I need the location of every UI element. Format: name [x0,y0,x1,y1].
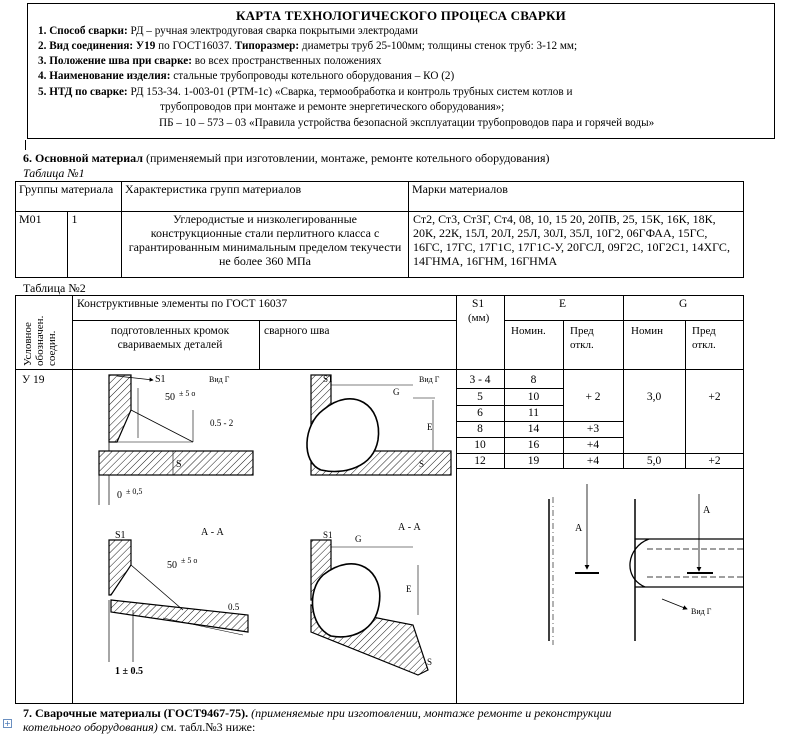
e-nom-value: 16 [527,439,540,451]
label-s1-d: S1 [323,530,333,540]
header-line-2: 2. Вид соединения: У19 по ГОСТ16037. Типоразмер: диаметры труб 25-100мм; толщины стенок труб: 3-12 мм; [38,40,578,52]
label-angle: 50 [165,392,175,403]
header-line-5: 5. НТД по сварке: РД 153-34. 1-003-01 (РТМ-1с) «Сварка, термообработка и контроль трубных систем котлов и [38,86,573,98]
label-s-c: S [419,459,425,469]
e-dev-value: +4 [586,439,600,451]
label-angle-tol: ± 5 о [179,389,196,398]
label-s1-b: S1 [115,530,126,541]
label-s-d: S [427,657,433,667]
s1-value: 10 [474,439,486,451]
header-line-3: 3. Положение шва при сварке: во всех пространственных положениях [38,55,382,67]
t2-header-code: Условное обозначен. соедин. [22,315,58,366]
t2-header-g-dev: Пред откл. [692,325,716,351]
e-dev-value: +3 [586,423,600,435]
label-g-d: G [355,534,362,544]
e-nom-value: 10 [527,391,540,403]
weld-drawings [73,370,456,704]
t1-header-group: Группы материала [16,182,122,212]
label-s: S [176,459,182,470]
s1-value: 3 - 4 [469,374,491,386]
e-nom-value: 19 [527,455,540,467]
label-root-tol: ± 0,5 [126,487,143,496]
header-box [27,3,775,139]
label-vid-g: Вид Г [209,375,230,384]
edge-prep-bottom [109,540,248,662]
s1-value: 6 [477,407,483,419]
section-6-heading: 6. Основной материал (применяемый при изготовлении, монтаже, ремонте котельного оборудования) [23,151,550,165]
t1-row-marks: Ст2, Ст3, Ст3Г, Ст4, 08, 10, 15 20, 20ПВ, 25, 15К, 16К, 18К, 20К, 22К, 15Л, 20Л, 25Л, 30Л, 35Л, 10Г2, 06ГФАА, 15ГС, 16ГС, 17ГС, 17Г1С, 17Г1С-У, 20ГСЛ, 09Г2С, 10Г2С1, 14ХГС, 14ГНМА, 16ГНМ, 16ГНМА [409,212,744,278]
materials-table [15,181,744,278]
label-g: G [393,387,400,397]
s1-value: 5 [477,391,483,403]
t1-header-marks: Марки материалов [409,182,744,212]
label-s1: S1 [155,374,166,385]
g-dev-value: +2 [708,391,721,403]
seam-bottom [311,540,428,675]
t2-header-g-nom: Номин [631,325,663,337]
t1-row-char: Углеродистые и низколегированные конструкционные стали перлитного класса с гарантированным минимальным пределом текучести не более 360 МПа [122,212,409,278]
e-nom-value: 11 [527,407,540,419]
label-e: E [427,422,433,432]
s1-value: 12 [474,455,486,467]
label-e-d: E [406,584,412,594]
label-aa: А - А [201,527,224,538]
t2-header-seam: сварного шва [264,325,330,337]
pipe-view-drawing [457,469,743,703]
label-root: 0 [117,490,122,501]
expand-plus-icon[interactable]: + [4,719,11,728]
edge-prep-top [99,375,253,505]
g-dev-value: +2 [708,455,721,467]
label-angle-tol-b: ± 5 о [181,556,198,565]
text-cursor [25,140,26,150]
header-line-4: 4. Наименование изделия: стальные трубопроводы котельного оборудования – КО (2) [38,70,455,82]
e-nom-value: 14 [527,423,540,435]
label-angle-b: 50 [167,560,177,571]
document-title: КАРТА ТЕХНОЛОГИЧЕСКОГО ПРОЦЕСА СВАРКИ [236,8,566,23]
s1-value: 8 [477,423,483,435]
pipe-label-a-left: А [575,523,583,534]
label-gap: 0.5 - 2 [210,418,234,428]
t2-header-elements: Конструктивные элементы по ГОСТ 16037 [77,298,288,310]
g-nom-value: 3,0 [646,391,662,403]
pipe-label-vid-g: Вид Г [691,607,712,616]
label-aa-d: А - А [398,522,421,533]
label-s1-c: S1 [323,374,333,384]
section-7-line2: котельного оборудования) см. табл.№3 ниже: [23,720,256,734]
section-7-heading: 7. Сварочные материалы (ГОСТ9467-75). (применяемые при изготовлении, монтаже ремонте и реконструкции [23,706,612,720]
header-line-5-cont: трубопроводов при монтаже и ремонте энергетического оборудования»; [160,101,505,113]
g-nom-value: 5,0 [646,455,662,467]
header-line-6: ПБ – 10 – 573 – 03 «Правила устройства безопасной эксплуатации трубопроводов пара и горячей воды» [159,117,655,129]
pipe-label-a-right: А [703,505,711,516]
t2-header-edges: подготовленных кромок свариваемых деталей [110,325,230,351]
t2-header-e-nom: Номин. [511,325,546,337]
table1-caption: Таблица №1 [23,166,85,180]
t2-header-e: E [559,298,567,310]
t2-header-s1-unit: (мм) [468,312,490,324]
t2-code-value: У 19 [22,374,45,386]
header-line-1: 1. Способ сварки: РД – ручная электродуговая сварка покрытыми электродами [38,25,418,37]
t1-header-char: Характеристика групп материалов [122,182,409,212]
t2-header-e-dev: Пред откл. [570,325,594,351]
table2-caption: Таблица №2 [23,281,86,295]
t1-row-num: 1 [68,212,122,278]
t2-header-g: G [679,298,688,310]
label-d05: 0.5 [228,602,240,612]
label-vid-g-c: Вид Г [419,375,440,384]
e-dev-value: +4 [586,455,600,467]
e-dev-value: + 2 [585,391,601,403]
t1-row-code: М01 [16,212,68,278]
e-nom-value: 8 [530,374,537,386]
label-root2: 1 ± 0.5 [115,666,143,677]
t2-header-s1: S1 [472,298,485,310]
